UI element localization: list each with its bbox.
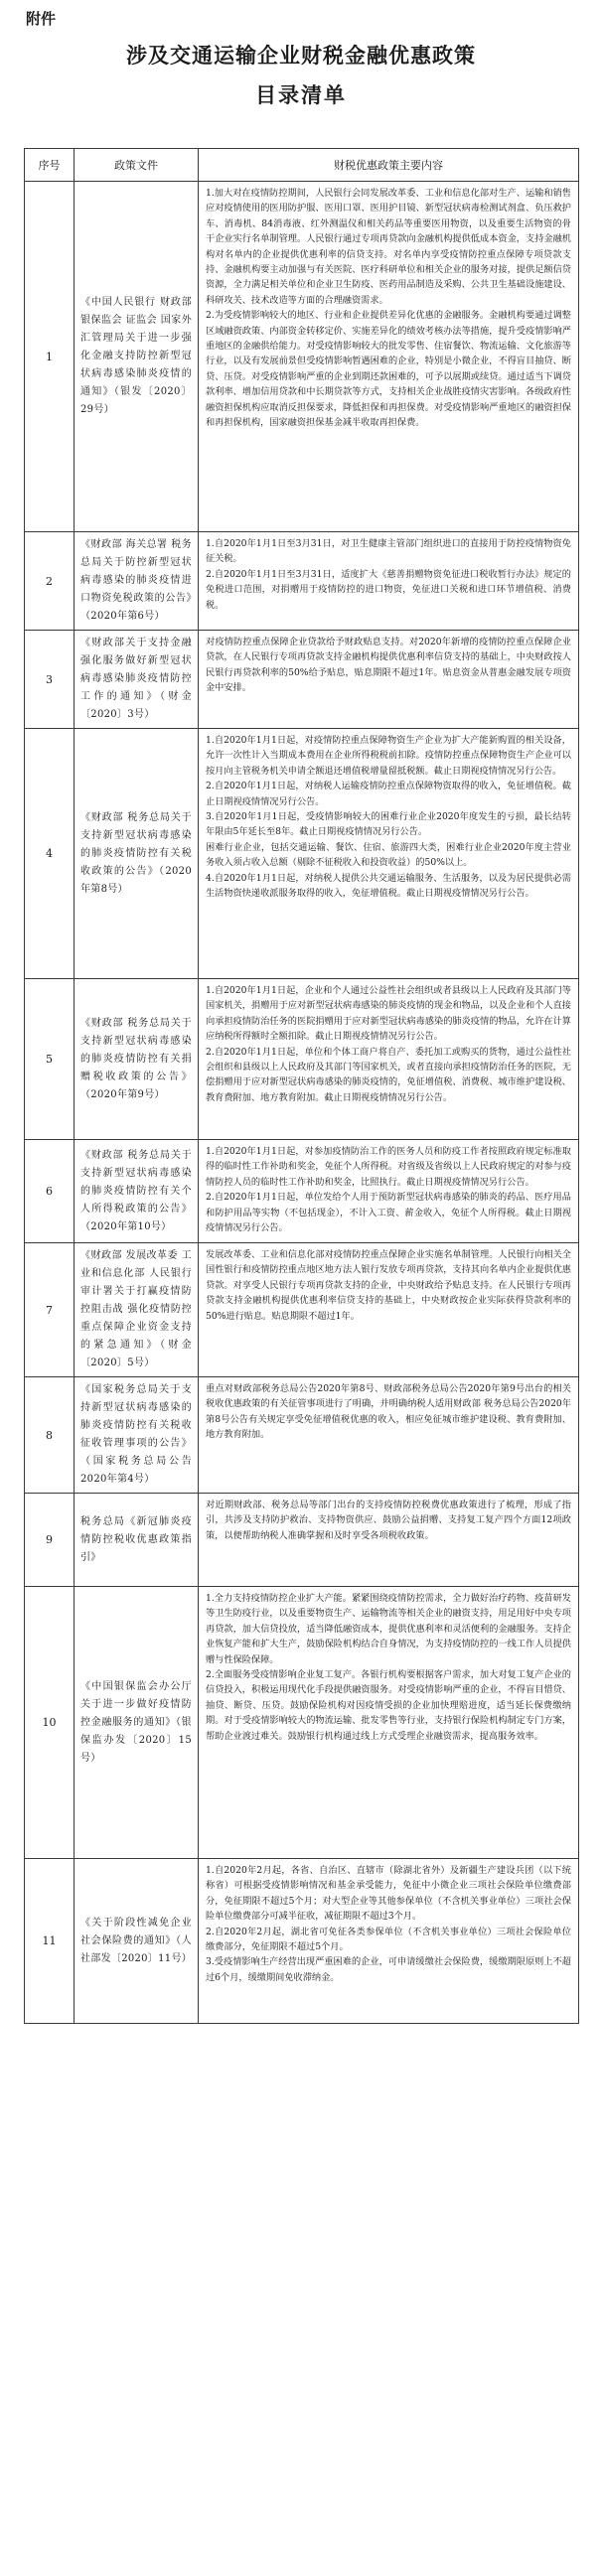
row-number: 7 [25,1243,75,1377]
row-number: 5 [25,979,75,1140]
policy-content [199,729,579,979]
table-row [25,729,579,979]
table-row [25,979,579,1140]
row-number: 8 [25,1377,75,1494]
table-row [25,182,579,532]
row-number: 9 [25,1494,75,1587]
policy-document: 《财政部 海关总署 税务总局关于防控新型冠状病毒感染的肺炎疫情进口物资免税政策的公告》（2020年第6号） [75,532,199,631]
policy-paragraph: 对近期财政部、税务总局等部门出台的支持疫情防控税费优惠政策进行了梳理，形成了指引，共涉及支持防护救治、支持物资供应、鼓励公益捐赠、支持复工复产四个方面12项政策，以便帮助纳税人准确掌握和及时享受各项税收政策。 [206,1500,571,1541]
table-row [25,1587,579,1859]
header-content: 财税优惠政策主要内容 [199,149,579,182]
policy-paragraph: 1.全力支持疫情防控企业扩大产能。紧紧围绕疫情防控需求，全力做好治疗药物、疫苗研发等卫生防疫行业，以及重要物资生产、运输物流等相关企业的融资支持，用足用好中央专项再贷款，加大信贷投放，适当降低融资成本，提供优惠利率和灵活便利的金融服务。支持企业恢复产能和扩大生产，鼓励保险机构结合自身情况，为支持疫情防控的一线工作人员提供赠与性保险保障。 [206,1593,571,1665]
row-number: 1 [25,182,75,532]
row-number: 4 [25,729,75,979]
policy-paragraph: 困难行业企业，包括交通运输、餐饮、住宿、旅游四大类，困难行业企业2020年度主营业务收入须占收入总额（剔除不征税收入和投资收益）的50%以上。 [206,841,571,869]
row-number: 10 [25,1587,75,1859]
table-row [25,1494,579,1587]
table-row [25,1377,579,1494]
policy-paragraph: 1.自2020年2月起，各省、自治区、直辖市（除湖北省外）及新疆生产建设兵团（以下统称省）可根据受疫情影响情况和基金承受能力，免征中小微企业三项社会保险单位缴费部分，免征期限不超过5个月；对大型企业等其他参保单位（不含机关事业单位）三项社会保险单位缴费部分可减半征收，减征期限不超过3个月。 [206,1865,571,1923]
policy-document: 《中国人民银行 财政部 银保监会 证监会 国家外汇管理局关于进一步强化金融支持防控新型冠状病毒感染肺炎疫情的通知》（银发〔2020〕29号） [75,182,199,532]
header-doc: 政策文件 [75,149,199,182]
policy-document: 《财政部 税务总局关于支持新型冠状病毒感染的肺炎疫情防控有关税收政策的公告》（2020年第8号） [75,729,199,979]
policy-content [199,979,579,1140]
policy-content [199,1587,579,1859]
row-number: 6 [25,1140,75,1243]
row-number: 2 [25,532,75,631]
policy-paragraph: 1.加大对在疫情防控期间，人民银行会同发展改革委、工业和信息化部对生产、运输和销售应对疫情使用的医用防护服、医用口罩、医用护目镜、新型冠状病毒检测试剂盒、负压救护车、消毒机、84消毒液、红外测温仪和相关药品等重要医用物资，以及重要生活物资的骨干企业实行名单制管理。人民银行通过专项再贷款向金融机构提供低成本资金，支持金融机构对名单内的企业提供优惠利率的信贷支持。对名单内享受疫情防控重点保障专项贷款支持、金融机构要主动加强与有关医院、医疗科研单位和相关企业的服务对接，提供足额信贷资源，全力满足相关单位和企业卫生防疫、医药用品制造及采购、公共卫生基础设施建设、科研攻关、技术改造等方面的合理融资需求。 [206,188,571,306]
policy-document: 《国家税务总局关于支持新型冠状病毒感染的肺炎疫情防控有关税收征收管理事项的公告》（国家税务总局公告2020年第4号） [75,1377,199,1494]
policy-content [199,631,579,729]
policy-content [199,1140,579,1243]
document-title: 涉及交通运输企业财税金融优惠政策 [126,43,476,68]
table-row [25,1859,579,2024]
policy-paragraph: 2.自2020年2月起，湖北省可免征各类参保单位（不含机关事业单位）三项社会保险单位缴费部分，免征期限不超过5个月。 [206,1926,571,1953]
policy-content [199,532,579,631]
policy-document: 《财政部关于支持金融强化服务做好新型冠状病毒感染肺炎疫情防控工作的通知》（财金〔2020〕3号） [75,631,199,729]
policy-paragraph: 1.自2020年1月1日起，企业和个人通过公益性社会组织或者县级以上人民政府及其部门等国家机关，捐赠用于应对新型冠状病毒感染的肺炎疫情的现金和物品，以及企业和个人直接向承担疫情防治任务的医院捐赠用于应对新型冠状病毒感染的肺炎疫情的物品，允许在计算应纳税所得额时全额扣除。截止日期视疫情情况另行公告。 [206,985,571,1043]
policy-content [199,1377,579,1494]
policy-document: 《关于阶段性减免企业社会保险费的通知》（人社部发〔2020〕11号） [75,1859,199,2024]
document-subtitle: 目录清单 [255,82,347,107]
policy-paragraph: 2.自2020年1月1日起，单位和个体工商户将自产、委托加工或购买的货物，通过公益性社会组织和县级以上人民政府及其部门等国家机关，或者直接向承担疫情防治任务的医院，无偿捐赠用于应对新型冠状病毒感染的肺炎疫情的，免征增值税、消费税、城市维护建设税、教育费附加、地方教育附加。截止日期视疫情情况另行公告。 [206,1046,571,1103]
policy-paragraph: 3.自2020年1月1日起，受疫情影响较大的困难行业企业2020年度发生的亏损，最长结转年限由5年延长至8年。截止日期视疫情情况另行公告。 [206,811,571,838]
policy-document: 《财政部 税务总局关于支持新型冠状病毒感染的肺炎疫情防控有关捐赠税收政策的公告》（2020年第9号） [75,979,199,1140]
policy-paragraph: 2.全面服务受疫情影响企业复工复产。各银行机构要根据客户需求，加大对复工复产企业的信贷投入，积极运用现代化手段提供融资服务。对受疫情影响严重的企业，不得盲目惜贷、抽贷、断贷、压贷。鼓励保险机构对因疫情受损的企业加快理赔进度，适当延长保费缴纳期。对于受疫情影响较大的物流运输、批发零售等行业，支持银行保险机构制定专门方案，帮助企业渡过难关。鼓励银行机构通过线上方式受理企业融资需求，提高服务效率。 [206,1669,571,1742]
policy-paragraph: 2.为受疫情影响较大的地区、行业和企业提供差异化优惠的金融服务。金融机构要通过调整区域融资政策、内部资金转移定价、实施差异化的绩效考核办法等措施，提升受疫情影响严重地区的金融供给能力。对受疫情影响较大的批发零售、住宿餐饮、物流运输、文化旅游等行业，以及有发展前景但受疫情影响暂遇困难的企业，特别是小微企业，不得盲目抽贷、断贷、压贷。对受疫情影响严重的企业到期还款困难的，可予以展期或续贷。通过适当下调贷款利率、增加信用贷款和中长期贷款等方式，支持相关企业战胜疫情灾害影响。各级政府性融资担保机构应取消反担保要求，降低担保和再担保费。对受疫情影响严重地区的融资担保和再担保机构，国家融资担保基金减半收取再担保费。 [206,310,571,429]
table-row [25,1243,579,1377]
row-number: 3 [25,631,75,729]
policy-document: 税务总局《新冠肺炎疫情防控税收优惠政策指引》 [75,1494,199,1587]
table-row [25,532,579,631]
policy-content [199,182,579,532]
policy-paragraph: 对疫情防控重点保障企业贷款给予财政贴息支持。对2020年新增的疫情防控重点保障企业贷款，在人民银行专项再贷款支持金融机构提供优惠利率信贷支持的基础上，中央财政按人民银行再贷款利率的50%给予贴息，贴息期限不超过1年。贴息资金从普惠金融发展专项资金中安排。 [206,637,571,694]
table-row [25,631,579,729]
policy-paragraph: 4.自2020年1月1日起，对纳税人提供公共交通运输服务、生活服务，以及为居民提供必需生活物资快递收派服务取得的收入，免征增值税。截止日期视疫情情况另行公告。 [206,872,571,900]
policy-paragraph: 1.自2020年1月1日起，对疫情防控重点保障物资生产企业为扩大产能新购置的相关设备，允许一次性计入当期成本费用在企业所得税税前扣除。疫情防控重点保障物资生产企业可以按月向主管税务机关申请全额退还增值税增量留抵税额。截止日期视疫情情况另行公告。 [206,735,571,777]
policy-paragraph: 2.自2020年1月1日至3月31日，适度扩大《慈善捐赠物资免征进口税收暂行办法》规定的免税进口范围，对捐赠用于疫情防控的进口物资，免征进口关税和进口环节增值税、消费税。 [206,568,571,611]
policy-table [24,148,579,2024]
table-row [25,1140,579,1243]
attachment-label: 附件 [26,10,57,28]
policy-content [199,1243,579,1377]
table-header-row [25,149,579,182]
policy-paragraph: 2.自2020年1月1日起，对纳税人运输疫情防控重点保障物资取得的收入，免征增值税。截止日期视疫情情况另行公告。 [206,781,571,807]
policy-paragraph: 发展改革委、工业和信息化部对疫情防控重点保障企业实施名单制管理。人民银行向相关全国性银行和疫情防控重点地区地方法人银行发放专项再贷款，支持其向名单内企业提供优惠贷款。对享受人民银行专项再贷款支持的企业，中央财政给予贴息支持。在人民银行专项再贷款支持金融机构提供优惠利率信贷支持的基础上，中央财政按企业实际获得贷款利率的50%进行贴息。贴息期限不超过1年。 [206,1249,571,1322]
policy-paragraph: 2.自2020年1月1日起，单位发给个人用于预防新型冠状病毒感染的肺炎的药品、医疗用品和防护用品等实物（不包括现金），不计入工资、薪金收入，免征个人所得税。截止日期视疫情情况另行公告。 [206,1192,571,1234]
policy-paragraph: 重点对财政部税务总局公告2020年第8号、财政部税务总局公告2020年第9号出台的相关税收优惠政策的有关征管事项进行了明确，并明确纳税人适用财政部 税务总局公告2020年第8号公告有关规定享受免征增值税优惠的收入，相应免征城市维护建设税、教育费附加、地方教育附加。 [206,1383,571,1441]
policy-content [199,1494,579,1587]
policy-document: 《财政部 发展改革委 工业和信息化部 人民银行 审计署关于打赢疫情防控阻击战 强化疫情防控重点保障企业资金支持的紧急通知》（财金〔2020〕5号） [75,1243,199,1377]
header-no: 序号 [25,149,75,182]
policy-paragraph: 1.自2020年1月1日起，对参加疫情防治工作的医务人员和防疫工作者按照政府规定标准取得的临时性工作补助和奖金，免征个人所得税。对省级及省级以上人民政府规定的对参与疫情防控人员的临时性工作补助和奖金，比照执行。截止日期视疫情情况另行公告。 [206,1146,571,1188]
policy-content [199,1859,579,2024]
policy-paragraph: 3.受疫情影响生产经营出现严重困难的企业，可申请缓缴社会保险费，缓缴期限原则上不超过6个月，缓缴期间免收滞纳金。 [206,1956,571,1983]
policy-document: 《中国银保监会办公厅关于进一步做好疫情防控金融服务的通知》（银保监办发〔2020〕15号） [75,1587,199,1859]
policy-paragraph: 1.自2020年1月1日至3月31日，对卫生健康主管部门组织进口的直接用于防控疫情物资免征关税。 [206,538,571,565]
row-number: 11 [25,1859,75,2024]
policy-document: 《财政部 税务总局关于支持新型冠状病毒感染的肺炎疫情防控有关个人所得税政策的公告》（2020年第10号） [75,1140,199,1243]
